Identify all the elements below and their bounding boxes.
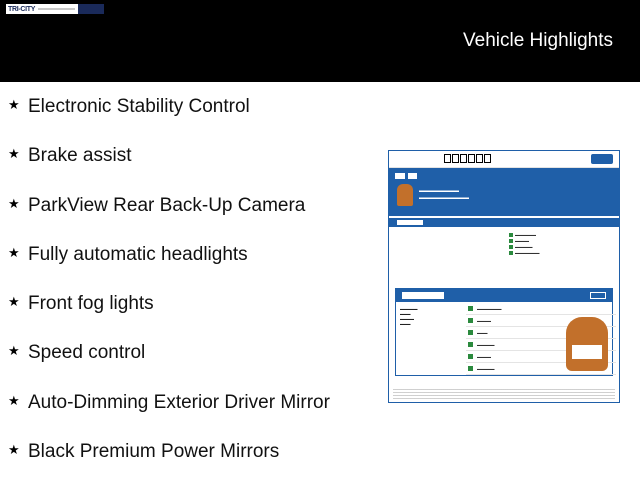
carfax-tab [408,173,418,179]
carfax-row-text: ▬▬▬▬▬ [477,366,495,371]
carfax-report-thumbnail[interactable] [388,150,620,403]
star-icon: ★ [8,196,20,212]
feature-label: Fully automatic headlights [28,243,248,265]
report-row-icon [468,306,473,311]
carfax-value-bar [389,218,619,227]
feature-label: Brake assist [28,145,132,167]
check-icon [509,245,513,249]
carfax-banner [389,168,619,216]
carfax-event [509,239,613,243]
star-icon: ★ [8,443,20,459]
carfax-event [509,251,613,255]
carfax-language-tabs [395,173,420,179]
carfax-fox-mascot-icon [397,184,413,206]
carfax-print-button [591,154,613,164]
carfax-row-text: ▬▬▬▬ [477,354,491,359]
carfax-row-text: ▬▬▬▬▬▬▬ [477,306,502,311]
carfax-event-text: ▬▬▬▬▬ [515,245,533,249]
carfax-fine-print [393,389,615,399]
feature-label: Electronic Stability Control [28,96,250,117]
carfax-report-logo [402,292,444,299]
carfax-event [509,245,613,249]
report-row-icon [468,366,473,371]
carfax-history-report [395,288,613,376]
carfax-row-text: ▬▬▬▬▬ [477,342,495,347]
dealer-logo[interactable] [6,4,104,14]
carfax-logo [444,154,492,163]
star-icon: ★ [8,393,20,409]
carfax-logo-box [476,154,483,163]
report-row-icon [468,342,473,347]
star-icon: ★ [8,344,20,360]
feature-label: Speed control [28,342,146,364]
carfax-event [509,233,613,237]
carfax-report-row [466,303,616,315]
page-title: Vehicle Highlights [463,30,613,51]
check-icon [509,251,513,255]
dealer-logo-mark: TRI-CITY [8,5,36,13]
feature-item [8,440,330,480]
carfax-report-button [590,292,606,299]
check-icon [509,233,513,237]
feature-label: Front fog lights [28,293,154,315]
dealer-logo-tagline [38,8,75,10]
star-icon: ★ [8,147,20,163]
feature-item [8,391,330,440]
feature-item [8,292,330,341]
carfax-logo-box [468,154,475,163]
star-icon: ★ [8,98,20,113]
carfax-logo-box [444,154,451,163]
feature-label: Black Premium Power Mirrors [28,441,280,463]
check-icon [509,239,513,243]
carfax-logo-box [484,154,491,163]
feature-item [8,194,330,243]
dealer-logo-phone [78,4,104,14]
feature-item [8,144,330,193]
report-row-icon [468,330,473,335]
carfax-tab [395,173,405,179]
carfax-logo-box [452,154,459,163]
carfax-fox-badge [572,345,602,359]
carfax-mini-logo [397,220,423,225]
carfax-headline-placeholder: ▬▬▬▬▬▬▬▬ ▬▬▬▬▬▬▬▬▬▬ [419,188,469,201]
carfax-fox-mascot-icon [566,317,608,371]
feature-item [8,243,330,292]
star-icon: ★ [8,245,20,261]
carfax-event-text: ▬▬▬▬▬▬ [515,233,536,237]
carfax-events [389,227,619,285]
carfax-report-bar [396,289,612,302]
star-icon: ★ [8,295,20,311]
feature-label: Auto-Dimming Exterior Driver Mirror [28,391,330,413]
carfax-topbar [389,151,619,168]
carfax-vehicle-info: ▬▬▬▬▬ ▬▬▬ ▬▬▬▬ ▬▬▬ [400,307,418,326]
report-row-icon [468,318,473,323]
report-row-icon [468,354,473,359]
feature-item [8,341,330,390]
carfax-event-text: ▬▬▬▬ [515,239,529,243]
page-header [0,0,640,82]
feature-label: ParkView Rear Back-Up Camera [28,194,306,216]
carfax-logo-box [460,154,467,163]
carfax-row-text: ▬▬▬▬ [477,318,491,323]
feature-list [8,95,330,480]
feature-item [8,95,330,144]
carfax-event-text: ▬▬▬▬▬▬▬ [515,251,540,255]
carfax-row-text: ▬▬▬ [477,330,488,335]
